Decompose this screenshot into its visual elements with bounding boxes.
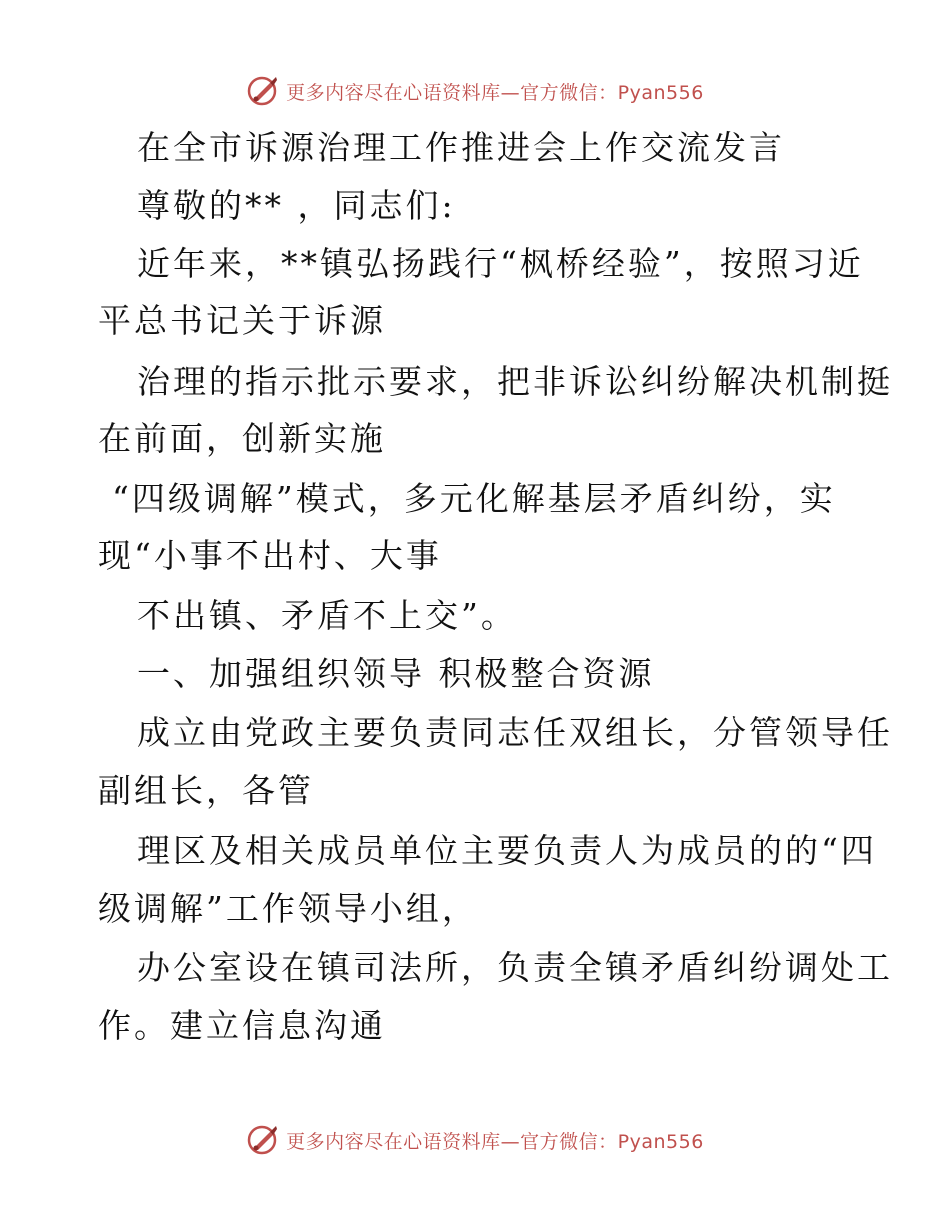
watermark-footer: [0, 1123, 950, 1157]
paragraph-line: 副组长，各管: [98, 771, 314, 810]
watermark-text: 更多内容尽在心语资料库—官方微信：Pyan556: [286, 1130, 704, 1153]
paragraph-line: 级调解”工作领导小组，: [98, 889, 478, 928]
brush-logo-icon: [246, 74, 280, 108]
paragraph-line: 近年来，**镇弘扬践行“枫桥经验”，按照习近: [137, 244, 864, 283]
document-title: 在全市诉源治理工作推进会上作交流发言: [137, 128, 785, 167]
paragraph-line: 不出镇、矛盾不上交”。: [137, 596, 517, 635]
paragraph-line: 治理的指示批示要求，把非诉讼纠纷解决机制挺: [137, 362, 893, 401]
section-heading: 一、加强组织领导 积极整合资源: [137, 654, 655, 693]
paragraph-line: 成立由党政主要负责同志任双组长，分管领导任: [137, 713, 893, 752]
brush-logo-icon: [246, 1123, 280, 1157]
paragraph-line: 作。建立信息沟通: [98, 1006, 386, 1045]
watermark-text: 更多内容尽在心语资料库—官方微信：Pyan556: [286, 81, 704, 104]
paragraph-line: 在前面，创新实施: [98, 419, 386, 458]
paragraph-line: “四级调解”模式，多元化解基层矛盾纠纷，实: [112, 479, 836, 518]
paragraph-line: 办公室设在镇司法所，负责全镇矛盾纠纷调处工: [137, 948, 893, 987]
paragraph-line: 理区及相关成员单位主要负责人为成员的的“四: [137, 831, 877, 870]
watermark-header: [0, 74, 950, 108]
paragraph-line: 现“小事不出村、大事: [98, 536, 442, 575]
salutation: 尊敬的** ，同志们:: [137, 186, 456, 225]
paragraph-line: 平总书记关于诉源: [98, 301, 386, 340]
